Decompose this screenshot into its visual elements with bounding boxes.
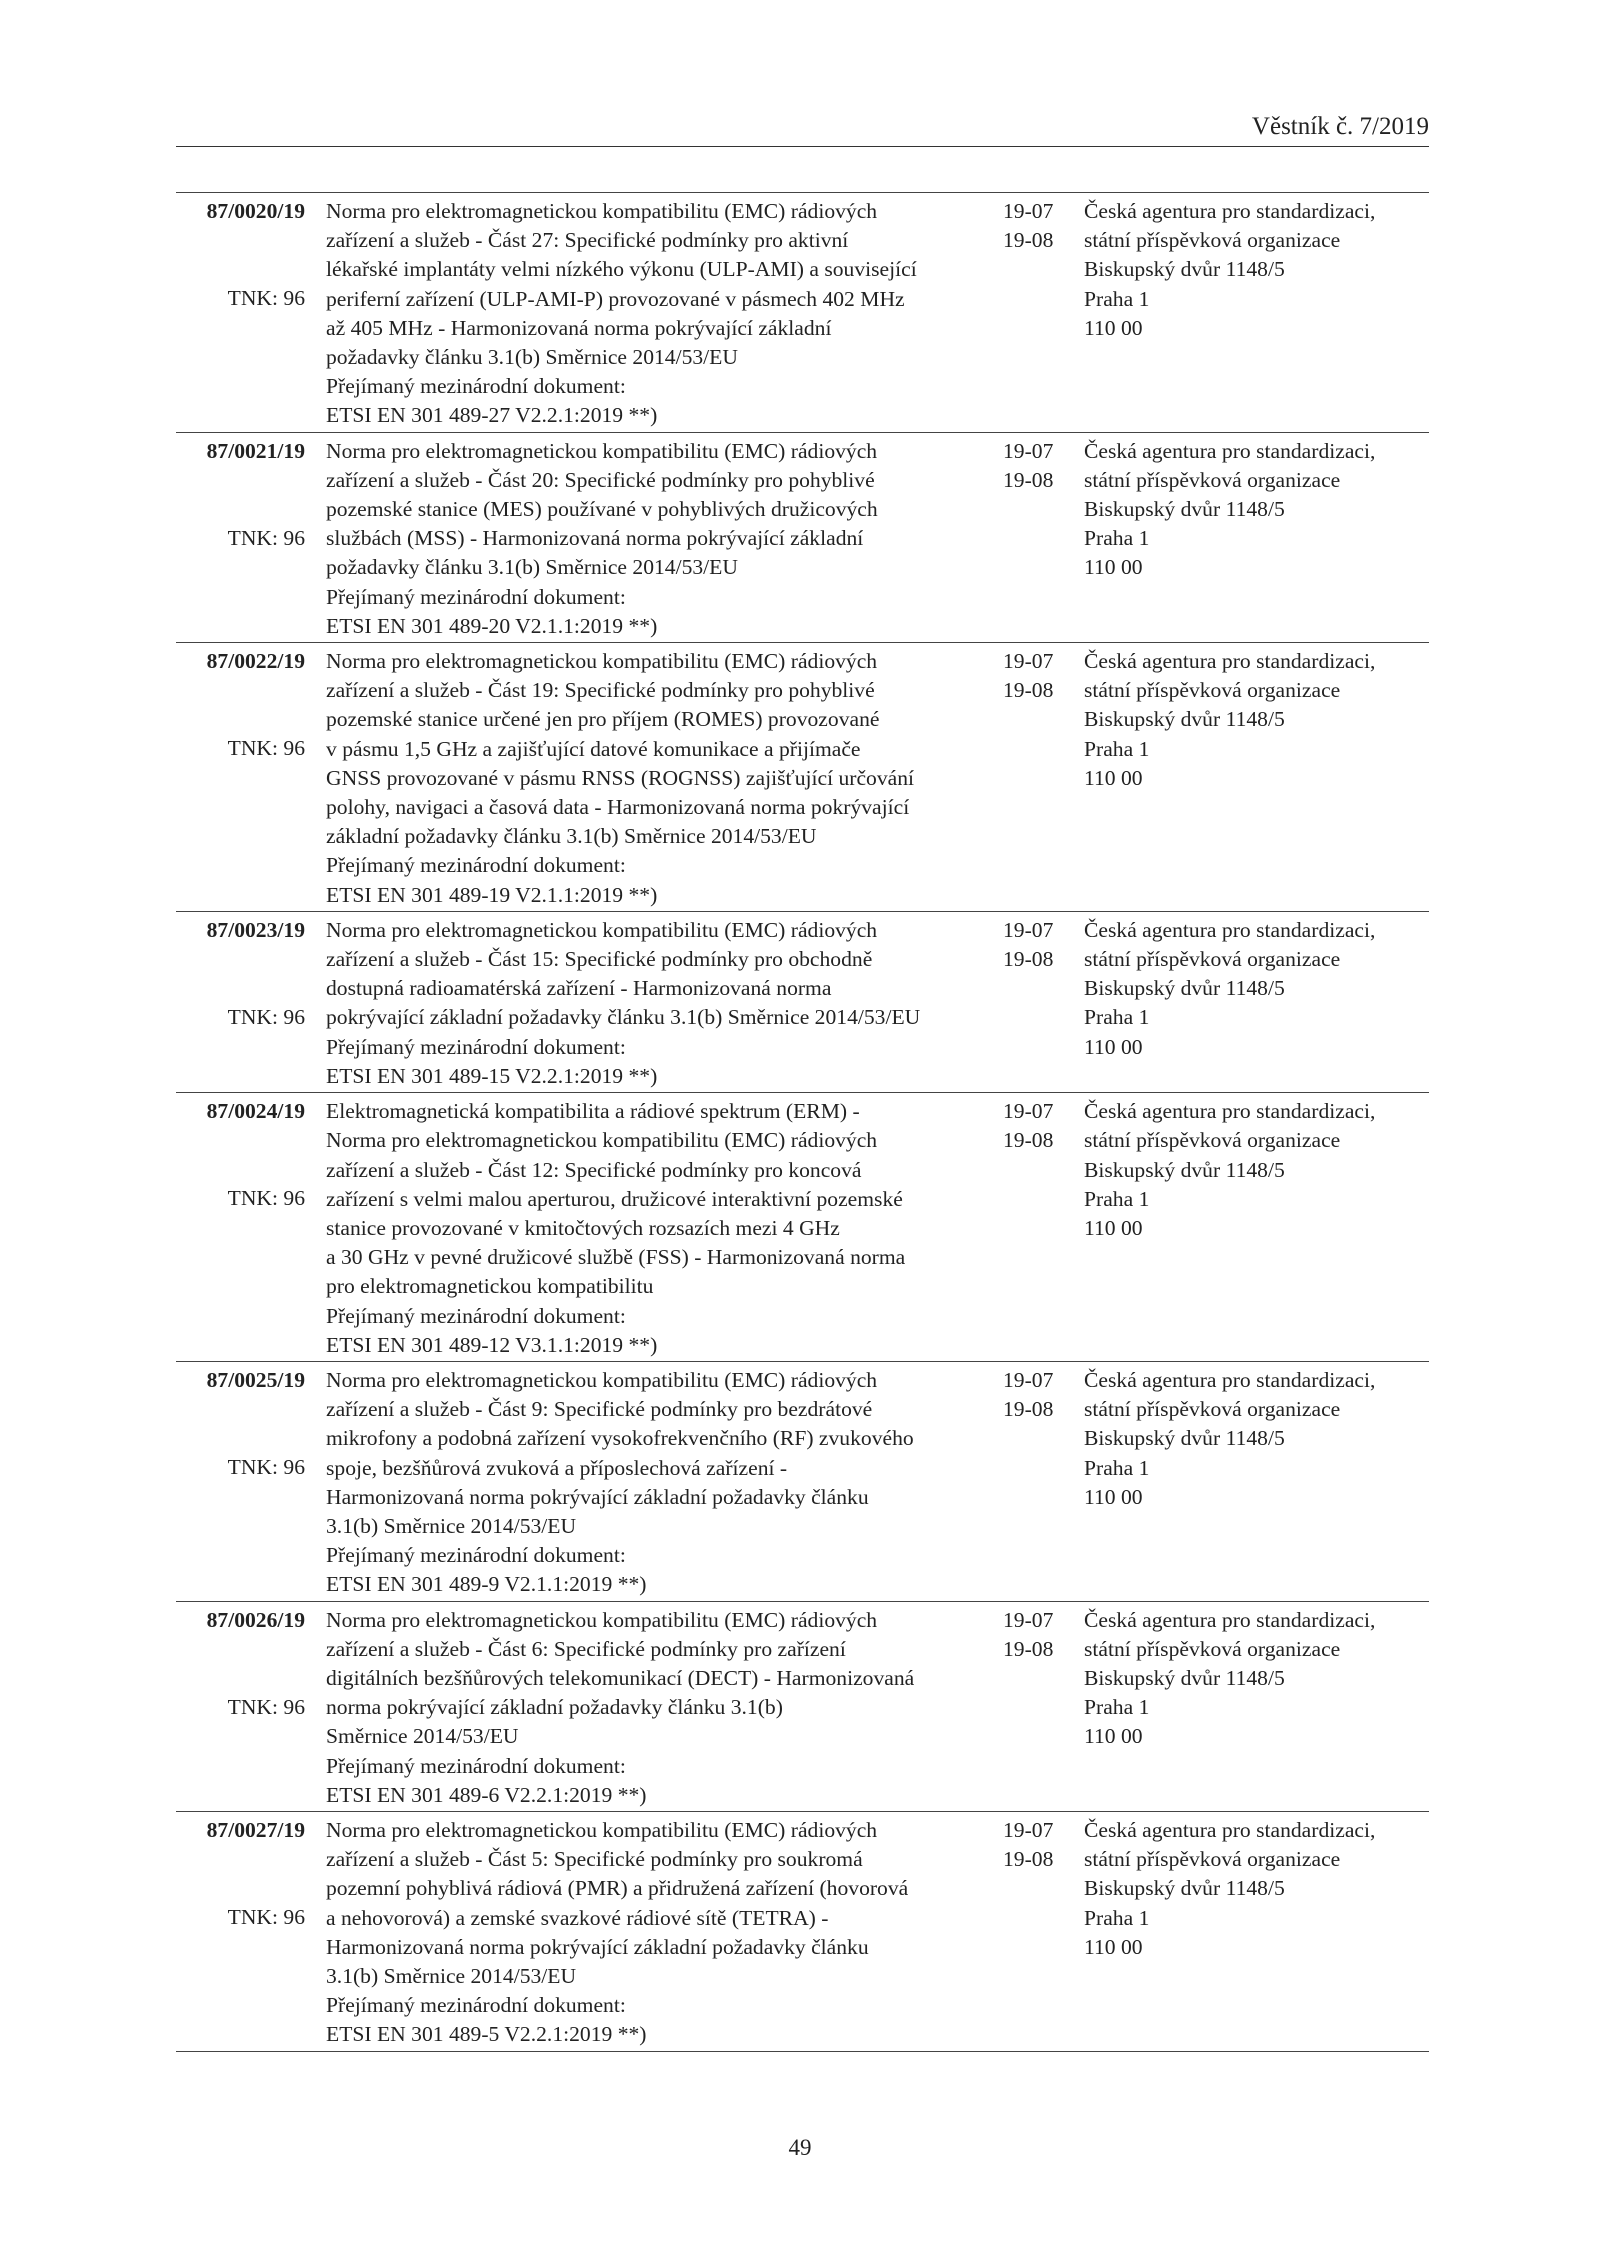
entry-date: 19-08 <box>1003 947 1054 972</box>
entry-organization <box>1084 1366 1429 1600</box>
description-line: mikrofony a podobná zařízení vysokofrekvenčního (RF) zvukového <box>326 1426 914 1451</box>
entry-date: 19-08 <box>1003 1128 1054 1153</box>
page-header <box>176 112 1429 147</box>
description-line: ETSI EN 301 489-5 V2.2.1:2019 **) <box>326 2022 647 2047</box>
description-line: zařízení a služeb - Část 6: Specifické podmínky pro zařízení <box>326 1636 846 1661</box>
entry-id-cell <box>176 197 325 431</box>
entry-description <box>325 1366 989 1600</box>
organization-line: státní příspěvková organizace <box>1084 1397 1341 1422</box>
entry-date: 19-07 <box>1003 1367 1054 1392</box>
entry-dates <box>989 647 1084 910</box>
description-line: ETSI EN 301 489-12 V3.1.1:2019 **) <box>326 1332 658 1357</box>
description-line: Směrnice 2014/53/EU <box>326 1724 519 1749</box>
organization-line: Praha 1 <box>1084 286 1150 311</box>
organization-line: 110 00 <box>1084 1484 1143 1509</box>
entry-dates <box>989 1097 1084 1360</box>
entry-dates <box>989 437 1084 641</box>
organization-line: Praha 1 <box>1084 1695 1150 1720</box>
description-line: digitálních bezšňůrových telekomunikací (DECT) - Harmonizovaná <box>326 1665 915 1690</box>
entry-code: 87/0021/19 <box>206 438 305 463</box>
organization-line: státní příspěvková organizace <box>1084 1636 1341 1661</box>
organization-line: státní příspěvková organizace <box>1084 228 1341 253</box>
organization-line: státní příspěvková organizace <box>1084 678 1341 703</box>
description-line: Přejímaný mezinárodní dokument: <box>326 1993 626 2018</box>
description-line: ETSI EN 301 489-15 V2.2.1:2019 **) <box>326 1063 658 1088</box>
description-line: požadavky článku 3.1(b) Směrnice 2014/53/EU <box>326 345 738 370</box>
entry-organization <box>1084 1606 1429 1810</box>
description-line: Norma pro elektromagnetickou kompatibilitu (EMC) rádiových <box>326 1128 878 1153</box>
organization-line: 110 00 <box>1084 1215 1143 1240</box>
entry-code: 87/0025/19 <box>206 1367 305 1392</box>
organization-line: 110 00 <box>1084 1034 1143 1059</box>
organization-line: Česká agentura pro standardizaci, <box>1084 438 1376 463</box>
entry-id-cell <box>176 916 325 1091</box>
journal-title: Věstník č. 7/2019 <box>1251 113 1429 140</box>
description-line: pokrývající základní požadavky článku 3.1(b) Směrnice 2014/53/EU <box>326 1005 921 1030</box>
entry-code: 87/0020/19 <box>206 199 305 223</box>
organization-line: 110 00 <box>1084 555 1143 580</box>
table-row <box>176 1812 1429 2052</box>
description-line: zařízení a služeb - Část 12: Specifické podmínky pro koncová <box>326 1157 862 1182</box>
page-number: 49 <box>788 2135 812 2160</box>
table-row <box>176 193 1429 433</box>
entry-id-cell <box>176 647 325 910</box>
organization-line: Biskupský dvůr 1148/5 <box>1084 976 1285 1001</box>
organization-line: Praha 1 <box>1084 1186 1150 1211</box>
description-line: ETSI EN 301 489-19 V2.1.1:2019 **) <box>326 882 658 907</box>
entry-id-cell <box>176 1816 325 2050</box>
description-line: a nehovorová) a zemské svazkové rádiové sítě (TETRA) - <box>326 1905 829 1930</box>
entry-dates <box>989 1606 1084 1810</box>
description-line: službách (MSS) - Harmonizovaná norma pokrývající základní <box>326 526 864 551</box>
table-row <box>176 912 1429 1093</box>
entry-description <box>325 437 989 641</box>
entry-id-cell <box>176 1097 325 1360</box>
description-line: zařízení a služeb - Část 20: Specifické podmínky pro pohyblivé <box>326 467 875 492</box>
entry-tnk: TNK: 96 <box>227 736 305 761</box>
entry-organization <box>1084 916 1429 1091</box>
description-line: Norma pro elektromagnetickou kompatibilitu (EMC) rádiových <box>326 917 878 942</box>
description-line: Norma pro elektromagnetickou kompatibilitu (EMC) rádiových <box>326 1367 878 1392</box>
entry-organization <box>1084 1816 1429 2050</box>
organization-line: státní příspěvková organizace <box>1084 1128 1341 1153</box>
entry-date: 19-08 <box>1003 1847 1054 1872</box>
organization-line: 110 00 <box>1084 315 1143 340</box>
table-row <box>176 1602 1429 1812</box>
entry-date: 19-07 <box>1003 1817 1054 1842</box>
entry-code: 87/0023/19 <box>206 917 305 942</box>
description-line: stanice provozované v kmitočtových rozsazích mezi 4 GHz <box>326 1215 840 1240</box>
description-line: lékařské implantáty velmi nízkého výkonu (ULP-AMI) a související <box>326 257 917 282</box>
description-line: Přejímaný mezinárodní dokument: <box>326 1753 626 1778</box>
description-line: Přejímaný mezinárodní dokument: <box>326 1303 626 1328</box>
entry-description <box>325 916 989 1091</box>
entry-date: 19-07 <box>1003 917 1054 942</box>
description-line: spoje, bezšňůrová zvuková a příposlechová zařízení - <box>326 1455 788 1480</box>
description-line: dostupná radioamatérská zařízení - Harmonizovaná norma <box>326 976 832 1001</box>
description-line: Norma pro elektromagnetickou kompatibilitu (EMC) rádiových <box>326 1817 878 1842</box>
entry-date: 19-07 <box>1003 438 1054 463</box>
table-row <box>176 1093 1429 1362</box>
description-line: Přejímaný mezinárodní dokument: <box>326 1543 626 1568</box>
description-line: Norma pro elektromagnetickou kompatibilitu (EMC) rádiových <box>326 438 878 463</box>
description-line: požadavky článku 3.1(b) Směrnice 2014/53/EU <box>326 555 738 580</box>
entry-tnk: TNK: 96 <box>227 1455 305 1480</box>
organization-line: Biskupský dvůr 1148/5 <box>1084 1665 1285 1690</box>
description-line: Norma pro elektromagnetickou kompatibilitu (EMC) rádiových <box>326 1607 878 1632</box>
description-line: ETSI EN 301 489-27 V2.2.1:2019 **) <box>326 403 658 428</box>
entry-id-cell <box>176 437 325 641</box>
entry-dates <box>989 1816 1084 2050</box>
entry-date: 19-08 <box>1003 1636 1054 1661</box>
organization-line: Praha 1 <box>1084 1905 1150 1930</box>
description-line: Přejímaný mezinárodní dokument: <box>326 374 626 399</box>
entry-date: 19-08 <box>1003 228 1054 253</box>
organization-line: Biskupský dvůr 1148/5 <box>1084 1157 1285 1182</box>
description-line: GNSS provozované v pásmu RNSS (ROGNSS) zajišťující určování <box>326 765 915 790</box>
organization-line: státní příspěvková organizace <box>1084 947 1341 972</box>
organization-line: Česká agentura pro standardizaci, <box>1084 1099 1376 1124</box>
description-line: a 30 GHz v pevné družicové službě (FSS) - Harmonizovaná norma <box>326 1245 906 1270</box>
entry-dates <box>989 916 1084 1091</box>
description-line: Přejímaný mezinárodní dokument: <box>326 853 626 878</box>
organization-line: Biskupský dvůr 1148/5 <box>1084 1426 1285 1451</box>
organization-line: Praha 1 <box>1084 526 1150 551</box>
entry-tnk: TNK: 96 <box>227 525 305 550</box>
description-line: polohy, navigaci a časová data - Harmonizovaná norma pokrývající <box>326 795 910 820</box>
description-line: pozemské stanice určené jen pro příjem (ROMES) provozované <box>326 707 880 732</box>
organization-line: Česká agentura pro standardizaci, <box>1084 917 1376 942</box>
description-line: Harmonizovaná norma pokrývající základní požadavky článku <box>326 1934 869 1959</box>
description-line: ETSI EN 301 489-9 V2.1.1:2019 **) <box>326 1572 647 1597</box>
organization-line: Praha 1 <box>1084 736 1150 761</box>
organization-line: Biskupský dvůr 1148/5 <box>1084 257 1285 282</box>
entry-description <box>325 1606 989 1810</box>
description-line: pro elektromagnetickou kompatibilitu <box>326 1274 654 1299</box>
organization-line: Česká agentura pro standardizaci, <box>1084 199 1376 223</box>
organization-line: 110 00 <box>1084 1724 1143 1749</box>
entry-description <box>325 1097 989 1360</box>
entry-code: 87/0022/19 <box>206 649 305 674</box>
organization-line: státní příspěvková organizace <box>1084 467 1341 492</box>
description-line: zařízení a služeb - Část 27: Specifické podmínky pro aktivní <box>326 228 849 253</box>
entry-description <box>325 647 989 910</box>
organization-line: Česká agentura pro standardizaci, <box>1084 1367 1376 1392</box>
description-line: zařízení a služeb - Část 9: Specifické podmínky pro bezdrátové <box>326 1397 873 1422</box>
entry-code: 87/0024/19 <box>206 1099 305 1124</box>
entry-date: 19-07 <box>1003 199 1054 223</box>
organization-line: 110 00 <box>1084 1934 1143 1959</box>
organization-line: Biskupský dvůr 1148/5 <box>1084 1876 1285 1901</box>
description-line: zařízení a služeb - Část 5: Specifické podmínky pro soukromá <box>326 1847 863 1872</box>
entry-organization <box>1084 647 1429 910</box>
organization-line: Česká agentura pro standardizaci, <box>1084 649 1376 674</box>
entry-date: 19-08 <box>1003 1397 1054 1422</box>
description-line: pozemské stanice (MES) používané v pohyblivých družicových <box>326 497 878 522</box>
description-line: Elektromagnetická kompatibilita a rádiové spektrum (ERM) - <box>326 1099 860 1124</box>
entry-description <box>325 197 989 431</box>
organization-line: 110 00 <box>1084 765 1143 790</box>
table-row <box>176 643 1429 912</box>
entry-tnk: TNK: 96 <box>227 1005 305 1030</box>
entry-id-cell <box>176 1366 325 1600</box>
entry-code: 87/0026/19 <box>206 1607 305 1632</box>
entry-date: 19-07 <box>1003 649 1054 674</box>
entry-organization <box>1084 437 1429 641</box>
entry-tnk: TNK: 96 <box>227 1186 305 1211</box>
entry-code: 87/0027/19 <box>206 1817 305 1842</box>
norms-table <box>176 192 1429 2052</box>
description-line: zařízení a služeb - Část 15: Specifické podmínky pro obchodně <box>326 947 873 972</box>
description-line: 3.1(b) Směrnice 2014/53/EU <box>326 1963 577 1988</box>
entry-date: 19-07 <box>1003 1607 1054 1632</box>
entry-tnk: TNK: 96 <box>227 1694 305 1719</box>
entry-date: 19-08 <box>1003 467 1054 492</box>
description-line: Norma pro elektromagnetickou kompatibilitu (EMC) rádiových <box>326 199 878 223</box>
description-line: 3.1(b) Směrnice 2014/53/EU <box>326 1513 577 1538</box>
description-line: Harmonizovaná norma pokrývající základní požadavky článku <box>326 1484 869 1509</box>
organization-line: Praha 1 <box>1084 1005 1150 1030</box>
description-line: v pásmu 1,5 GHz a zajišťující datové komunikace a přijímače <box>326 736 861 761</box>
description-line: ETSI EN 301 489-20 V2.1.1:2019 **) <box>326 613 658 638</box>
organization-line: Praha 1 <box>1084 1455 1150 1480</box>
description-line: zařízení s velmi malou aperturou, družicové interaktivní pozemské <box>326 1186 903 1211</box>
description-line: Přejímaný mezinárodní dokument: <box>326 1034 626 1059</box>
entry-organization <box>1084 197 1429 431</box>
description-line: základní požadavky článku 3.1(b) Směrnice 2014/53/EU <box>326 824 817 849</box>
description-line: zařízení a služeb - Část 19: Specifické podmínky pro pohyblivé <box>326 678 875 703</box>
table-row <box>176 1362 1429 1602</box>
entry-tnk: TNK: 96 <box>227 286 305 311</box>
description-line: Norma pro elektromagnetickou kompatibilitu (EMC) rádiových <box>326 649 878 674</box>
entry-organization <box>1084 1097 1429 1360</box>
table-row <box>176 433 1429 643</box>
organization-line: Biskupský dvůr 1148/5 <box>1084 707 1285 732</box>
organization-line: Česká agentura pro standardizaci, <box>1084 1817 1376 1842</box>
organization-line: Česká agentura pro standardizaci, <box>1084 1607 1376 1632</box>
description-line: Přejímaný mezinárodní dokument: <box>326 584 626 609</box>
description-line: pozemní pohyblivá rádiová (PMR) a přidružená zařízení (hovorová <box>326 1876 909 1901</box>
entry-description <box>325 1816 989 2050</box>
entry-date: 19-07 <box>1003 1099 1054 1124</box>
entry-id-cell <box>176 1606 325 1810</box>
description-line: až 405 MHz - Harmonizovaná norma pokrývající základní <box>326 315 832 340</box>
organization-line: Biskupský dvůr 1148/5 <box>1084 497 1285 522</box>
entry-dates <box>989 1366 1084 1600</box>
description-line: norma pokrývající základní požadavky článku 3.1(b) <box>326 1695 783 1720</box>
description-line: periferní zařízení (ULP-AMI-P) provozované v pásmech 402 MHz <box>326 286 905 311</box>
entry-date: 19-08 <box>1003 678 1054 703</box>
description-line: ETSI EN 301 489-6 V2.2.1:2019 **) <box>326 1782 647 1807</box>
entry-dates <box>989 197 1084 431</box>
entry-tnk: TNK: 96 <box>227 1905 305 1930</box>
organization-line: státní příspěvková organizace <box>1084 1847 1341 1872</box>
